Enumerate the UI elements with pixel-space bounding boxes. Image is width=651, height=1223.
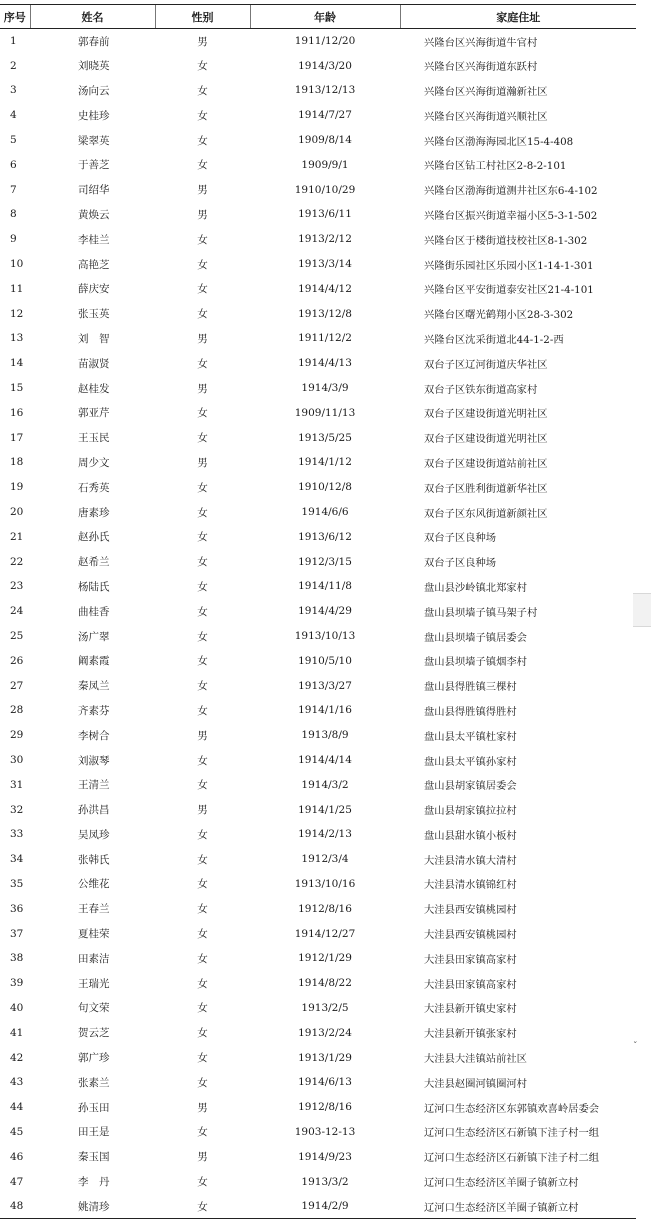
row-index: 18 (10, 456, 24, 469)
table-row (0, 252, 636, 277)
row-index: 9 (10, 233, 17, 246)
sex: 女 (197, 1002, 208, 1015)
birthdate: 1911/12/20 (294, 35, 356, 48)
person-name: 李桂兰 (78, 233, 110, 246)
person-name: 唐素珍 (78, 506, 110, 519)
person-name: 曲桂香 (78, 605, 110, 618)
row-index: 43 (10, 1076, 24, 1089)
table-row (0, 227, 636, 252)
birthdate: 1912/3/15 (298, 555, 352, 568)
home-address: 辽河口生态经济区石新镇下洼子村一组 (424, 1127, 600, 1140)
table-row (0, 1144, 636, 1169)
person-name: 张韩氏 (78, 853, 110, 866)
sex: 女 (197, 754, 208, 767)
person-name: 周少文 (78, 456, 110, 469)
birthdate: 1914/1/12 (298, 456, 352, 469)
row-index: 19 (10, 481, 24, 494)
birthdate: 1913/6/11 (298, 208, 352, 221)
sex: 女 (197, 779, 208, 792)
row-index: 39 (10, 977, 24, 990)
row-index: 45 (10, 1125, 24, 1138)
birthdate: 1913/3/14 (298, 258, 352, 271)
table-row (0, 475, 636, 500)
table-row (0, 78, 636, 103)
row-index: 30 (10, 754, 24, 766)
person-name: 郭亚芹 (78, 407, 110, 420)
row-index: 24 (10, 605, 24, 618)
table-row (0, 648, 636, 673)
row-index: 25 (10, 630, 24, 643)
sex: 女 (197, 84, 208, 97)
birthdate: 1914/12/27 (294, 927, 356, 940)
birthdate: 1909/9/1 (301, 158, 349, 171)
birthdate: 1912/8/16 (298, 902, 352, 915)
row-index: 15 (10, 382, 24, 395)
table-row (0, 425, 636, 450)
person-name: 孙洪昌 (78, 804, 110, 817)
home-address: 辽河口生态经济区石新镇下洼子村二组 (424, 1152, 600, 1165)
birthdate: 1909/11/13 (294, 406, 356, 419)
row-index: 46 (10, 1150, 24, 1163)
sex: 女 (197, 531, 208, 544)
table-row (0, 1020, 636, 1045)
sex: 女 (197, 580, 208, 593)
home-address: 兴隆台区兴海街道兴顺社区 (424, 110, 548, 123)
home-address: 双台子区胜利街道新华社区 (424, 482, 548, 495)
home-address: 大洼县西安镇桃园村 (424, 904, 517, 917)
sex: 女 (197, 134, 208, 147)
table-row (0, 1169, 636, 1194)
sex: 女 (197, 357, 208, 370)
row-index: 14 (10, 357, 24, 370)
header-index: 序号 (0, 5, 30, 29)
table-row (0, 921, 636, 946)
birthdate: 1909/8/14 (298, 134, 352, 147)
row-index: 8 (10, 208, 17, 221)
person-name: 姚清珍 (30, 1194, 155, 1219)
table-row (0, 822, 636, 847)
table-row (0, 326, 636, 351)
person-name: 贺云芝 (78, 1027, 110, 1040)
home-address: 大洼县田家镇高家村 (424, 978, 517, 991)
person-name: 田王是 (78, 1126, 110, 1139)
sex: 女 (197, 159, 208, 172)
row-index: 23 (10, 580, 24, 593)
sex: 女 (197, 952, 208, 965)
sex: 男 (197, 804, 208, 817)
person-name: 杨陆氏 (78, 580, 110, 593)
table-row (0, 797, 636, 822)
home-address: 大洼县赵圈河镇圈河村 (424, 1077, 527, 1090)
birthdate: 1912/8/16 (298, 1101, 352, 1114)
birthdate: 1913/10/13 (294, 630, 356, 643)
sex: 女 (197, 655, 208, 668)
row-index: 5 (10, 134, 17, 147)
home-address: 兴隆台区钻工村社区2-8-2-101 (424, 160, 567, 173)
sex: 女 (197, 60, 208, 73)
sex: 女 (197, 432, 208, 445)
row-index: 4 (10, 109, 17, 122)
header-birthdate: 年龄 (250, 5, 400, 29)
table-row (0, 1070, 636, 1095)
birthdate: 1914/3/20 (298, 59, 352, 72)
row-index: 31 (10, 778, 24, 791)
table-body (0, 29, 636, 1219)
sex: 女 (197, 704, 208, 717)
row-index: 10 (10, 258, 24, 271)
header-name: 姓名 (30, 5, 155, 29)
table-row (0, 599, 636, 624)
row-index: 21 (10, 530, 24, 543)
birthdate: 1913/8/9 (301, 729, 349, 742)
person-name: 梁翠英 (78, 134, 110, 147)
home-address: 兴隆台区曙光鹤翔小区28-3-302 (424, 309, 574, 322)
table-row (0, 376, 636, 401)
sex: 女 (197, 680, 208, 693)
sex: 女 (197, 1027, 208, 1040)
birthdate: 1913/2/5 (301, 1001, 349, 1014)
home-address: 盘山县沙岭镇北郑家村 (424, 581, 527, 594)
table-row (0, 152, 636, 177)
sex: 女 (197, 556, 208, 569)
sex: 女 (197, 1176, 208, 1189)
sex: 男 (197, 1151, 208, 1164)
sex: 男 (197, 35, 208, 48)
birthdate: 1913/12/8 (298, 307, 352, 320)
home-address: 盘山县得胜镇得胜村 (424, 705, 517, 718)
table-row (0, 971, 636, 996)
sex: 女 (197, 630, 208, 643)
row-index: 3 (10, 84, 17, 97)
birthdate: 1914/4/12 (298, 282, 352, 295)
row-index: 33 (10, 828, 24, 841)
row-index: 13 (10, 332, 24, 345)
person-name: 刘 智 (78, 332, 110, 345)
home-address: 双台子区辽河街道庆华社区 (424, 358, 548, 371)
table-row (0, 772, 636, 797)
page-edge-tab (633, 593, 651, 627)
birthdate: 1913/2/24 (298, 1026, 352, 1039)
row-index: 26 (10, 654, 24, 667)
person-name: 张玉英 (78, 308, 110, 321)
row-index: 2 (10, 59, 17, 72)
table-row (0, 1095, 636, 1120)
home-address: 兴隆台区渤海海园北区15-4-408 (424, 135, 574, 148)
home-address: 大洼县田家镇高家村 (424, 953, 517, 966)
row-index: 41 (10, 1026, 24, 1039)
home-address: 盘山县太平镇杜家村 (424, 730, 517, 743)
birthdate: 1913/12/13 (294, 84, 356, 97)
home-address: 大洼县清水镇大清村 (424, 854, 517, 867)
table-row (0, 723, 636, 748)
person-name: 句文荣 (78, 1002, 110, 1015)
person-name: 齐素芬 (78, 704, 110, 717)
home-address: 兴隆台区兴海街道牛官村 (424, 36, 538, 49)
roster-table (0, 4, 636, 1219)
person-name: 田素洁 (78, 952, 110, 965)
home-address: 双台子区铁东街道高家村 (424, 383, 538, 396)
row-index: 11 (10, 282, 24, 295)
home-address: 兴隆台区渤海街道测井社区东6-4-102 (424, 185, 598, 198)
table-row (0, 1045, 636, 1070)
person-name: 阚素霞 (78, 655, 110, 668)
birthdate: 1914/6/13 (298, 1076, 352, 1089)
home-address: 双台子区良种场 (424, 557, 497, 570)
person-name: 王玉民 (78, 432, 110, 445)
birthdate: 1914/8/22 (298, 977, 352, 990)
birthdate: 1914/4/29 (298, 605, 352, 618)
table-row (0, 872, 636, 897)
header-sex: 性别 (155, 5, 250, 29)
home-address: 大洼县清水镇锦红村 (424, 879, 517, 892)
person-name: 史桂珍 (78, 109, 110, 122)
row-index: 1 (10, 35, 17, 48)
sex: 女 (197, 853, 208, 866)
row-index: 16 (10, 406, 24, 419)
person-name: 郭春前 (78, 35, 110, 48)
sex: 男 (197, 729, 208, 742)
row-index: 27 (10, 679, 24, 692)
home-address: 双台子区建设街道光明社区 (424, 433, 548, 446)
table-row (0, 276, 636, 301)
person-name: 薛庆安 (78, 283, 110, 296)
table-row (0, 177, 636, 202)
table-row (0, 450, 636, 475)
row-index: 32 (10, 803, 24, 816)
sex: 女 (197, 308, 208, 321)
birthdate: 1914/4/13 (298, 357, 352, 370)
row-index: 17 (10, 431, 24, 444)
sex: 男 (197, 184, 208, 197)
home-address: 辽河口生态经济区东郭镇欢喜岭居委会 (424, 1102, 600, 1115)
birthdate: 1903-12-13 (294, 1125, 356, 1138)
person-name: 刘晓英 (78, 60, 110, 73)
person-name: 汤向云 (78, 84, 110, 97)
sex: 女 (197, 233, 208, 246)
birthdate: 1914/4/14 (298, 754, 352, 766)
row-index: 37 (10, 927, 24, 940)
birthdate: 1913/5/25 (298, 431, 352, 444)
row-index: 7 (10, 183, 17, 196)
home-address: 兴隆台区沈采街道北44-1-2-西 (424, 333, 564, 346)
row-index: 48 (0, 1194, 30, 1219)
row-index: 28 (10, 704, 24, 717)
person-name: 黄焕云 (78, 208, 110, 221)
row-index: 40 (10, 1001, 24, 1014)
row-index: 12 (10, 307, 24, 320)
home-address: 双台子区建设街道光明社区 (424, 408, 548, 421)
birthdate: 1913/10/16 (294, 877, 356, 890)
sex: 女 (197, 407, 208, 420)
table-row (0, 673, 636, 698)
person-name: 赵孙氏 (78, 531, 110, 544)
row-index: 42 (10, 1051, 24, 1064)
person-name: 张素兰 (78, 1076, 110, 1089)
person-name: 公维花 (78, 878, 110, 891)
row-index: 44 (10, 1101, 24, 1114)
row-index: 29 (10, 729, 24, 742)
home-address: 盘山县坝墙子镇居委会 (424, 631, 527, 644)
table-row (0, 1120, 636, 1145)
person-name: 秦凤兰 (78, 680, 110, 693)
birthdate: 1914/7/27 (298, 109, 352, 122)
home-address: 双台子区东风街道新颜社区 (424, 507, 548, 520)
birthdate: 1914/3/9 (301, 382, 349, 395)
birthdate: 1912/1/29 (298, 952, 352, 965)
sex: 男 (197, 208, 208, 221)
home-address: 兴隆台区兴海街道瀚新社区 (424, 85, 548, 98)
person-name: 汤广翠 (78, 630, 110, 643)
birthdate: 1914/2/9 (250, 1194, 400, 1219)
home-address: 盘山县坝墙子镇马架子村 (424, 606, 538, 619)
row-index: 20 (10, 506, 24, 519)
table-row (0, 128, 636, 153)
table-row (0, 698, 636, 723)
birthdate: 1910/10/29 (294, 183, 356, 196)
birthdate: 1914/9/23 (298, 1150, 352, 1163)
birthdate: 1910/12/8 (298, 481, 352, 494)
table-row (0, 549, 636, 574)
sex: 女 (197, 903, 208, 916)
sex: 女 (197, 109, 208, 122)
sex: 女 (197, 506, 208, 519)
birthdate: 1914/1/16 (298, 704, 352, 717)
person-name: 于善芝 (78, 159, 110, 172)
sex: 女 (197, 1126, 208, 1139)
person-name: 李 丹 (78, 1176, 110, 1189)
person-name: 王春兰 (78, 903, 110, 916)
person-name: 石秀英 (78, 481, 110, 494)
table-row (0, 400, 636, 425)
person-name: 夏桂荣 (78, 928, 110, 941)
sex: 男 (197, 382, 208, 395)
table-row (0, 996, 636, 1021)
sex: 女 (197, 481, 208, 494)
sex: 女 (197, 878, 208, 891)
birthdate: 1914/3/2 (301, 778, 349, 791)
person-name: 刘淑琴 (78, 754, 110, 767)
table-row (0, 847, 636, 872)
table-row (0, 351, 636, 376)
birthdate: 1914/1/25 (298, 803, 352, 816)
birthdate: 1913/3/27 (298, 679, 352, 692)
sex: 女 (197, 605, 208, 618)
home-address: 大洼县新开镇史家村 (424, 1003, 517, 1016)
birthdate: 1910/5/10 (298, 654, 352, 667)
table-row (0, 1194, 636, 1219)
home-address: 盘山县坝墙子镇烟李村 (424, 656, 527, 669)
person-name: 苗淑贤 (78, 357, 110, 370)
row-index: 36 (10, 902, 24, 915)
table-row (0, 202, 636, 227)
birthdate: 1911/12/2 (298, 332, 352, 345)
home-address: 盘山县胡家镇居委会 (424, 780, 517, 793)
home-address: 兴隆台区兴海街道东跃村 (424, 61, 538, 74)
home-address: 双台子区建设街道站前社区 (424, 457, 548, 470)
birthdate: 1913/6/12 (298, 530, 352, 543)
birthdate: 1913/2/12 (298, 233, 352, 246)
person-name: 孙玉田 (78, 1101, 110, 1114)
table-row (0, 301, 636, 326)
person-name: 秦玉国 (78, 1151, 110, 1164)
home-address: 兴隆台区于楼街道技校社区8-1-302 (424, 234, 588, 247)
table-row (0, 624, 636, 649)
table-row (0, 53, 636, 78)
header-address: 家庭住址 (400, 5, 636, 29)
row-index: 22 (10, 555, 24, 568)
home-address: 大洼县大洼镇站前社区 (424, 1053, 527, 1066)
sex: 女 (197, 1052, 208, 1065)
sex: 女 (197, 977, 208, 990)
table-row (0, 500, 636, 525)
sex: 女 (197, 928, 208, 941)
birthdate: 1914/6/6 (301, 506, 349, 519)
home-address: 双台子区良种场 (424, 532, 497, 545)
margin-mark: ˇ (633, 1042, 638, 1052)
table-row (0, 574, 636, 599)
home-address: 兴隆台区平安街道泰安社区21-4-101 (424, 284, 594, 297)
table-row (0, 29, 636, 54)
person-name: 高艳芝 (78, 258, 110, 271)
sex: 男 (197, 332, 208, 345)
table-row (0, 103, 636, 128)
sex: 女 (197, 828, 208, 841)
table-row (0, 748, 636, 773)
person-name: 吴凤珍 (78, 828, 110, 841)
person-name: 王瑞光 (78, 977, 110, 990)
sex: 女 (197, 1076, 208, 1089)
table-row (0, 524, 636, 549)
table-row (0, 946, 636, 971)
home-address: 盘山县甜水镇小板村 (424, 829, 517, 842)
person-name: 王清兰 (78, 779, 110, 792)
sex: 女 (197, 283, 208, 296)
sex: 女 (155, 1194, 250, 1219)
home-address: 辽河口生态经济区羊圈子镇新立村 (400, 1194, 636, 1219)
sex: 男 (197, 1101, 208, 1114)
birthdate: 1913/1/29 (298, 1051, 352, 1064)
person-name: 郭广珍 (78, 1052, 110, 1065)
person-name: 司绍华 (78, 184, 110, 197)
person-name: 李树合 (78, 729, 110, 742)
sex: 女 (197, 258, 208, 271)
home-address: 大洼县西安镇桃园村 (424, 929, 517, 942)
sex: 男 (197, 456, 208, 469)
row-index: 35 (10, 877, 24, 890)
home-address: 大洼县新开镇张家村 (424, 1028, 517, 1041)
home-address: 盘山县得胜镇三棵村 (424, 681, 517, 694)
row-index: 34 (10, 853, 24, 866)
table-row (0, 896, 636, 921)
home-address: 兴隆台区振兴街道幸福小区5-3-1-502 (424, 209, 598, 222)
home-address: 辽河口生态经济区羊圈子镇新立村 (424, 1177, 579, 1190)
home-address: 兴隆街乐园社区乐园小区1-14-1-301 (424, 259, 594, 272)
birthdate: 1913/3/2 (301, 1175, 349, 1188)
person-name: 赵希兰 (78, 556, 110, 569)
person-name: 赵桂发 (78, 382, 110, 395)
home-address: 盘山县太平镇孙家村 (424, 755, 517, 768)
row-index: 47 (10, 1175, 24, 1188)
home-address: 盘山县胡家镇拉拉村 (424, 805, 517, 818)
row-index: 38 (10, 952, 24, 965)
row-index: 6 (10, 158, 17, 171)
birthdate: 1914/11/8 (298, 580, 352, 593)
header-row (0, 5, 636, 29)
birthdate: 1912/3/4 (301, 853, 349, 866)
birthdate: 1914/2/13 (298, 828, 352, 841)
